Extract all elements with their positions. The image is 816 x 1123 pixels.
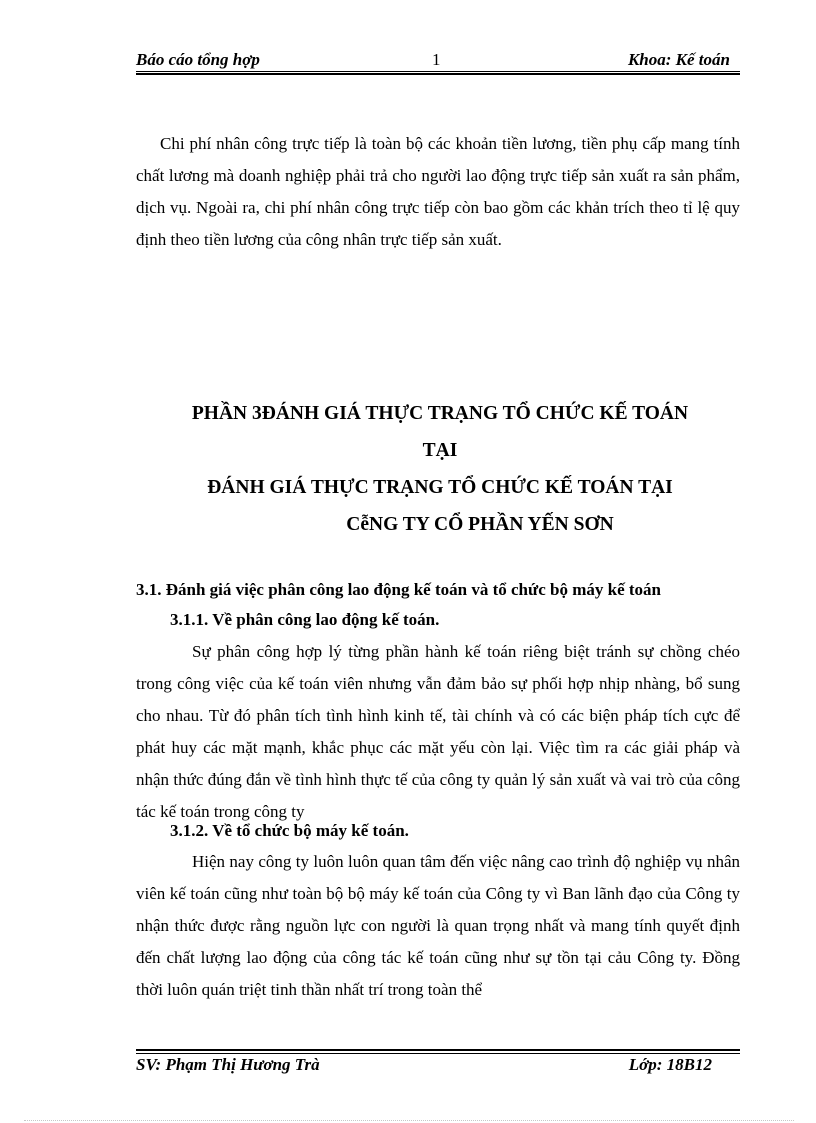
footer-rule-top (136, 1049, 740, 1051)
page-header (136, 50, 740, 72)
chapter-title-line-4: CễNG TY CỔ PHẦN YẾN SƠN (346, 514, 614, 535)
header-rule-top (136, 71, 740, 72)
paragraph-direct-labor-cost: Chi phí nhân công trực tiếp là toàn bộ các khoản tiền lương, tiền phụ cấp mang tính chất lương mà doanh nghiệp phải trả cho người lao động trực tiếp sản xuất ra sản phẩm, dịch vụ. Ngoài ra, chi phí nhân công trực tiếp còn bao gồm các khản trích theo tỉ lệ quy định theo tiền lương của công nhân trực tiếp sản xuất. (136, 134, 740, 249)
paragraph-labor-division: Sự phân công hợp lý từng phần hành kế toán riêng biệt tránh sự chồng chéo trong công việc của kế toán viên nhưng vẫn đảm bảo sự phối hợp nhịp nhàng, bổ sung cho nhau. Từ đó phân tích tình hình kinh tế, tài chính và có các biện pháp tích cực để phát huy các mặt mạnh, khắc phục các mặt yếu còn lại. Việc tìm ra các giải pháp và nhận thức đúng đắn về tình hình thực tế của công ty quản lý sản xuất và vai trò của công tác kế toán trong công ty (136, 642, 740, 821)
page-edge-dotted-line (24, 1120, 794, 1121)
footer-student-name: SV: Phạm Thị Hương Trà (136, 1055, 320, 1074)
footer-class: Lớp: 18B12 (628, 1055, 712, 1074)
section-heading-3-1-2: 3.1.2. Về tổ chức bộ máy kế toán. (170, 821, 409, 840)
paragraph-accounting-structure: Hiện nay công ty luôn luôn quan tâm đến việc nâng cao trình độ nghiệp vụ nhân viên kế toán cũng như toàn bộ bộ máy kế toán của Công ty vì Ban lãnh đạo của Công ty nhận thức được rằng nguồn lực con người là quan trọng nhất và mang tính quyết định đến chất lượng lao động của công tác kế toán cũng như sự tồn tại cảu Công ty. Đồng thời luôn quán triệt tinh thần nhất trí trong toàn thể (136, 852, 740, 999)
header-rule-bottom (136, 73, 740, 75)
footer-rule-bottom (136, 1053, 740, 1054)
page-number: 1 (432, 50, 441, 69)
header-department: Khoa: Kế toán (627, 50, 730, 69)
section-heading-3-1: 3.1. Đánh giá việc phân công lao động kế toán và tổ chức bộ máy kế toán (136, 580, 661, 599)
header-report-title: Báo cáo tổng hợp (136, 50, 260, 69)
chapter-title-line-3: ĐÁNH GIÁ THỰC TRẠNG TỔ CHỨC KẾ TOÁN TẠI (207, 477, 673, 498)
chapter-title-line-2: TẠI (422, 440, 458, 461)
page-footer (136, 1055, 740, 1077)
section-heading-3-1-1: 3.1.1. Về phân công lao động kế toán. (170, 610, 440, 629)
chapter-title-line-1: PHẦN 3ĐÁNH GIÁ THỰC TRẠNG TỔ CHỨC KẾ TOÁN (191, 403, 689, 424)
